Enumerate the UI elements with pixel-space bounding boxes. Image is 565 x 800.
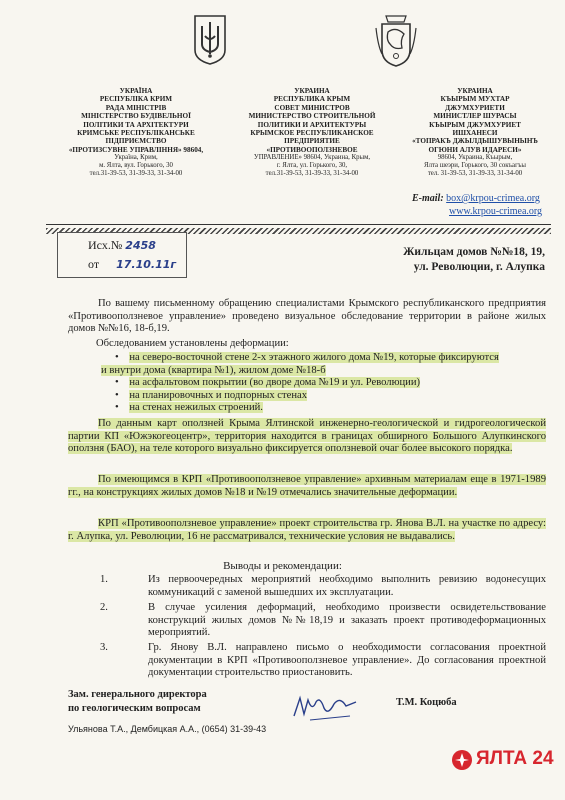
list-item-continuation: и внутри дома (квартира №1), жилом доме №18-б [101, 364, 326, 376]
outgoing-number-value: 2458 [125, 239, 156, 252]
outgoing-date [88, 257, 176, 272]
list-item: • на стенах нежилых строений. [115, 402, 263, 414]
signatory-position: Зам. генерального директора по геологическим вопросам [68, 689, 207, 714]
conclusion-text-2: В случае усиления деформаций, необходимо произвести освидетельствование конструкций жилых домов №№18,19 и заказать проект противодеформационных мероприятий. [148, 602, 546, 639]
header-crimean-tatar-column: УКРАИНА КЪЫРЫМ МУХТАР ДЖУМХУРИЕТИ МИНИСТЛЕР ШУРАСЫ КЪЫРЫМ ДЖУМХУРИЕТ ИШХАНЕСИ «ТОПРАКЪ ДЖЫЛДЫШУВЫНЫНЪ ОГЮНИ АЛУВ ИДАРЕСИ» 98604, Украина, Къырым, Ялта шеэри, Горького, 30 сокъагъы тел. 31-39-53, 31-39-33, 31-34-00 [412, 87, 538, 178]
yalta24-logo-text: ЯЛТА 24 [476, 748, 554, 769]
email-link[interactable]: box@krpou-crimea.org [446, 193, 540, 204]
header-divider-line [46, 224, 551, 225]
outgoing-date-label: от [88, 257, 100, 271]
conclusion-text-3: Гр. Янову В.Л. направлено письмо о необходимости согласования проектной документации в КРП «Противооползневое управление». До согласования проектной документации строительство приостановить. [148, 642, 546, 679]
outgoing-date-value: 17.10.11г [116, 258, 177, 271]
outgoing-number [88, 238, 156, 253]
yalta24-watermark [452, 748, 560, 772]
header-russian-column: УКРАИНА РЕСПУБЛИКА КРЫМ СОВЕТ МИНИСТРОВ МИНИСТЕРСТВО СТРОИТЕЛЬНОЙ ПОЛИТИКИ И АРХИТЕКТУРЫ КРЫМСКОЕ РЕСПУБЛИКАНСКОЕ ПРЕДПРИЯТИЕ «ПРОТИВООПОЛЗНЕВОЕ УПРАВЛЕНИЕ» 98604, Украина, Крым, г. Ялта, ул. Горького, 30, тел.31-39-53, 31-39-33, 31-34-00 [248, 87, 376, 178]
ukraine-coat-of-arms-icon [192, 14, 228, 66]
executors-note: Ульянова Т.А., Дембицкая А.А., (0654) 31-39-43 [68, 724, 267, 734]
list-item: • на северо-восточной стене 2-х этажного жилого дома №19, которые фиксируются [115, 352, 499, 363]
addressee-line-1: Жильцам домов №№18, 19, [403, 246, 545, 258]
outgoing-number-label: Исх.№ [88, 238, 123, 252]
paragraph-project: КРП «Противооползневое управление» проект строительства гр. Янова В.Л. на участке по адресу: г. Алупка, ул. Революции, 16 не рассматривался, технические условия не выдавались. [68, 518, 546, 542]
list-item: • на планировочных и подпорных стенах [115, 389, 308, 401]
deformation-list [101, 352, 547, 415]
website-link[interactable]: www.krpou-crimea.org [449, 206, 543, 217]
email-label: E-mail: [412, 193, 444, 204]
conclusions-title: Выводы и рекомендации: [223, 560, 342, 572]
signatory-name: Т.М. Коцюба [396, 697, 457, 708]
conclusion-number-3: 3. [100, 642, 108, 653]
crimea-coat-of-arms-icon [374, 10, 418, 70]
yalta24-logo-icon [452, 750, 472, 770]
header-ukrainian-column: УКРАЇНА РЕСПУБЛІКА КРИМ РАДА МІНІСТРІВ МІНІСТЕРСТВО БУДІВЕЛЬНОЇ ПОЛІТИКИ ТА АРХІТЕКТУРИ КРИМСЬКЕ РЕСПУБЛІКАНСЬКЕ ПІДПРИЄМСТВО «ПРОТИЗСУВНЕ УПРАВЛІННЯ» 98604, Україна, Крим, м. Ялта, вул. Горького, 30 тел.31-39-53, 31-39-33, 31-34-00 [68, 87, 204, 178]
conclusion-number-2: 2. [100, 602, 108, 613]
contact-email [412, 193, 540, 204]
handwritten-signature [290, 690, 360, 724]
conclusion-text-1: Из первоочередных мероприятий необходимо выполнить ревизию водонесущих коммуникаций с заменой вышедших их эксплуатации. [148, 574, 546, 598]
paragraph-landslide-maps: По данным карт оползней Крыма Ялтинской инженерно-геологической и гидрогеологической партии КП «Южэкогеоцентр», территория находится в границах обширного Большого Алупкинского оползня (БАО), на теле которого визуально фиксируется оползневой очаг более высокого порядка. [68, 418, 546, 455]
contact-website [449, 206, 542, 217]
addressee-line-2: ул. Революции, г. Алупка [413, 261, 545, 273]
paragraph-archive: По имеющимся в КРП «Противооползневое управление» архивным материалам еще в 1971-1989 гг., на конструкциях жилых домов №18 и №19 отмечались значительные деформации. [68, 474, 546, 498]
conclusion-number-1: 1. [100, 574, 108, 585]
paragraph-deformations-intro: Обследованием установлены деформации: [96, 338, 289, 349]
addressee [350, 245, 545, 275]
paragraph-request: По вашему письменному обращению специалистами Крымского республиканского предприятия «Противооползневое управление» проведено визуальное обследование территории в районе жилых домов №№16, 18-б,19. [68, 298, 546, 335]
list-item: • на асфальтовом покрытии (во дворе дома №19 и ул. Революции) [115, 377, 421, 389]
